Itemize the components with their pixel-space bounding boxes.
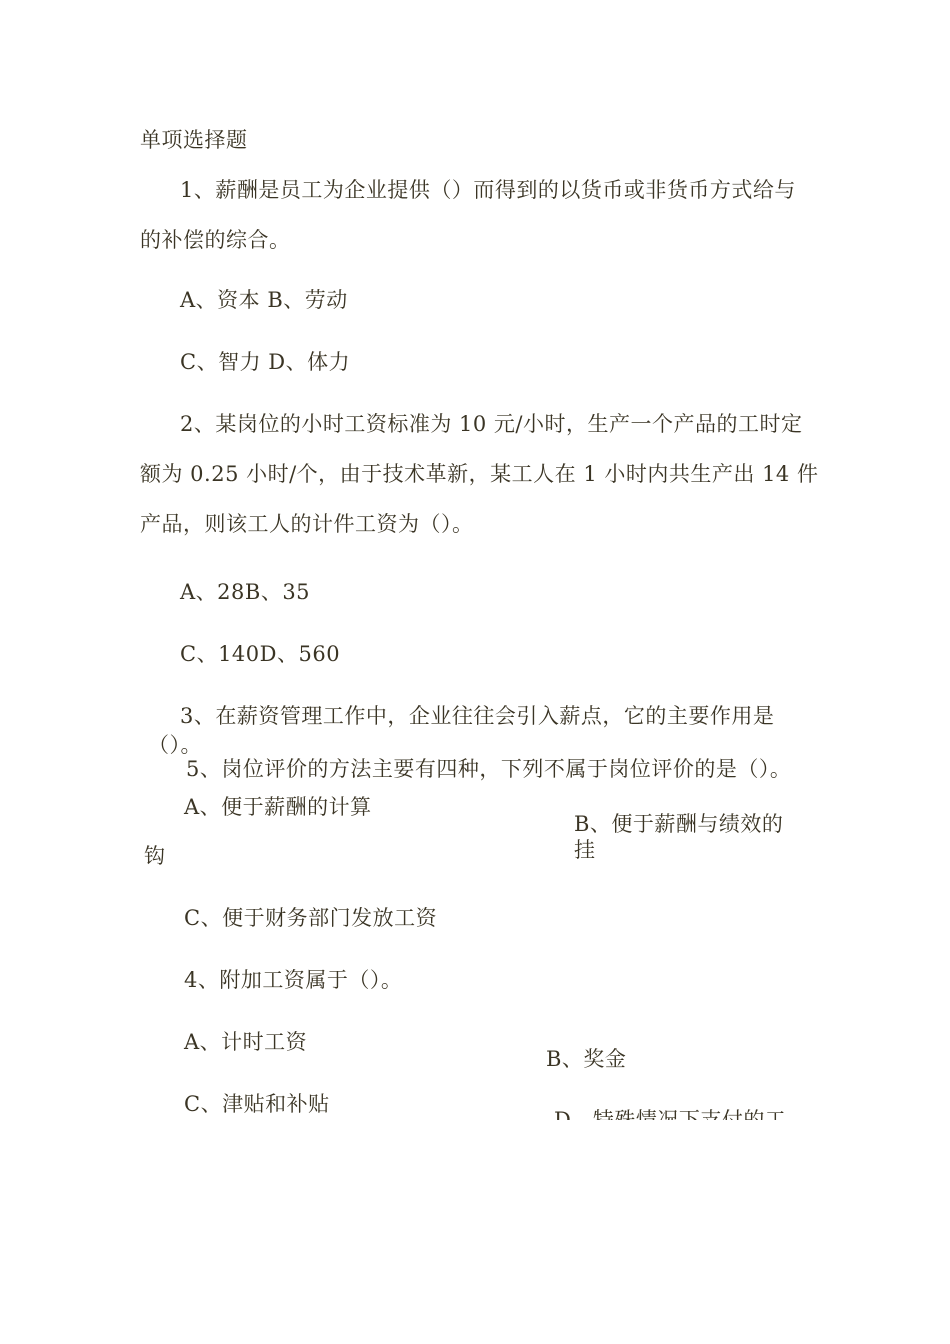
page-crop-mask: [0, 1120, 950, 1344]
q1-options-row-1: A、资本 B、劳动: [180, 288, 348, 312]
q4-option-a: A、计时工资: [184, 1030, 308, 1054]
q2-line-3: 产品，则该工人的计件工资为（）。: [140, 512, 474, 536]
q2-options-row-1: A、28B、35: [180, 580, 311, 604]
q3-line-1: 3、在薪资管理工作中，企业往往会引入薪点，它的主要作用是: [180, 704, 775, 728]
q4-line-1: 4、附加工资属于（）。: [184, 968, 403, 992]
q1-line-2: 的补偿的综合。: [140, 228, 291, 252]
q5-line-1: 5、岗位评价的方法主要有四种，下列不属于岗位评价的是（）。: [186, 757, 792, 781]
q3-line-2: （）。: [148, 733, 202, 757]
q1-options-row-2: C、智力 D、体力: [180, 350, 351, 374]
q4-option-b: B、奖金: [546, 1047, 627, 1071]
q3-option-b-line-1: B、便于薪酬与绩效的: [574, 812, 784, 836]
q3-option-a: A、便于薪酬的计算: [184, 795, 372, 819]
q3-option-c: C、便于财务部门发放工资: [184, 906, 438, 930]
q4-option-c: C、津贴和补贴: [184, 1092, 330, 1116]
q2-options-row-2: C、140D、560: [180, 642, 341, 666]
section-heading: 单项选择题: [140, 128, 248, 152]
q3-option-b-line-2: 挂: [574, 838, 596, 862]
q2-line-1: 2、某岗位的小时工资标准为 10 元/小时，生产一个产品的工时定: [180, 412, 803, 436]
q1-line-1: 1、薪酬是员工为企业提供（）而得到的以货币或非货币方式给与: [180, 178, 796, 202]
q3-option-b-wrap: 钩: [144, 844, 166, 868]
q2-line-2: 额为 0.25 小时/个，由于技术革新，某工人在 1 小时内共生产出 14 件: [140, 462, 819, 486]
